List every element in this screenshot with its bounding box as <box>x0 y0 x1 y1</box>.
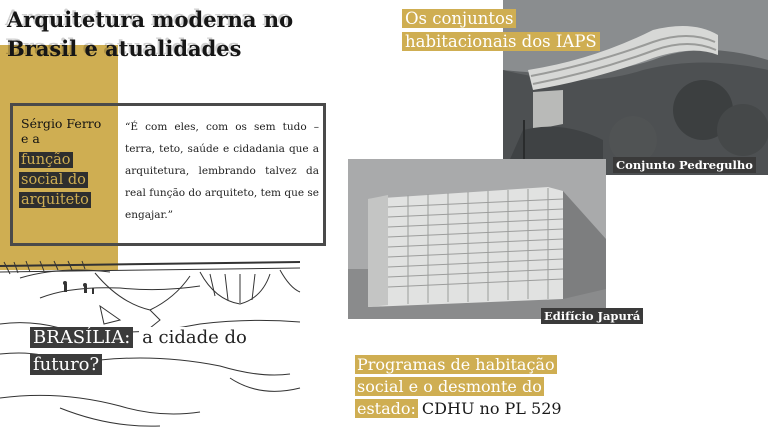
slide-title-line-1: Arquitetura moderna no <box>7 7 294 32</box>
quote-topic-line-1: função <box>21 152 71 168</box>
programas-title-line-3: estado: <box>357 399 416 418</box>
quote-topic-line-2: social do <box>21 172 86 188</box>
programas-title-suffix: CDHU no PL 529 <box>421 399 562 418</box>
quote-topic-line-3: arquiteto <box>21 192 89 208</box>
quote-text: “É com eles, com os sem tudo – terra, teto, saúde e cidadania que a arquitetura, lembrando talvez da real função do arquiteto, tem que se engajar.” <box>125 121 319 221</box>
quote-author-line-2: e a <box>21 131 40 146</box>
brasilia-title <box>30 324 290 378</box>
japura-photo <box>348 159 606 319</box>
quote-author-line-1: Sérgio Ferro <box>21 116 102 131</box>
quote-topic <box>19 150 103 210</box>
slide-title <box>7 5 337 63</box>
brasilia-title-part-1: BRASÍLIA: <box>30 327 133 348</box>
iaps-title <box>402 7 602 53</box>
brasilia-title-part-2: a cidade do <box>139 327 250 348</box>
japura-caption: Edifício Japurá <box>541 308 643 324</box>
programas-title-line-1: Programas de habitação <box>357 355 555 374</box>
programas-title-line-2: social e o desmonte do <box>357 377 542 396</box>
quote-author <box>21 116 113 146</box>
quote-box <box>10 103 326 246</box>
brasilia-title-part-3: futuro? <box>30 354 102 375</box>
iaps-title-line-1: Os conjuntos <box>402 9 516 28</box>
iaps-title-line-2: habitacionais dos IAPS <box>402 32 600 51</box>
programas-title <box>355 354 595 420</box>
slide-title-line-2: Brasil e atualidades <box>7 36 242 61</box>
pedregulho-caption: Conjunto Pedregulho <box>613 157 756 173</box>
